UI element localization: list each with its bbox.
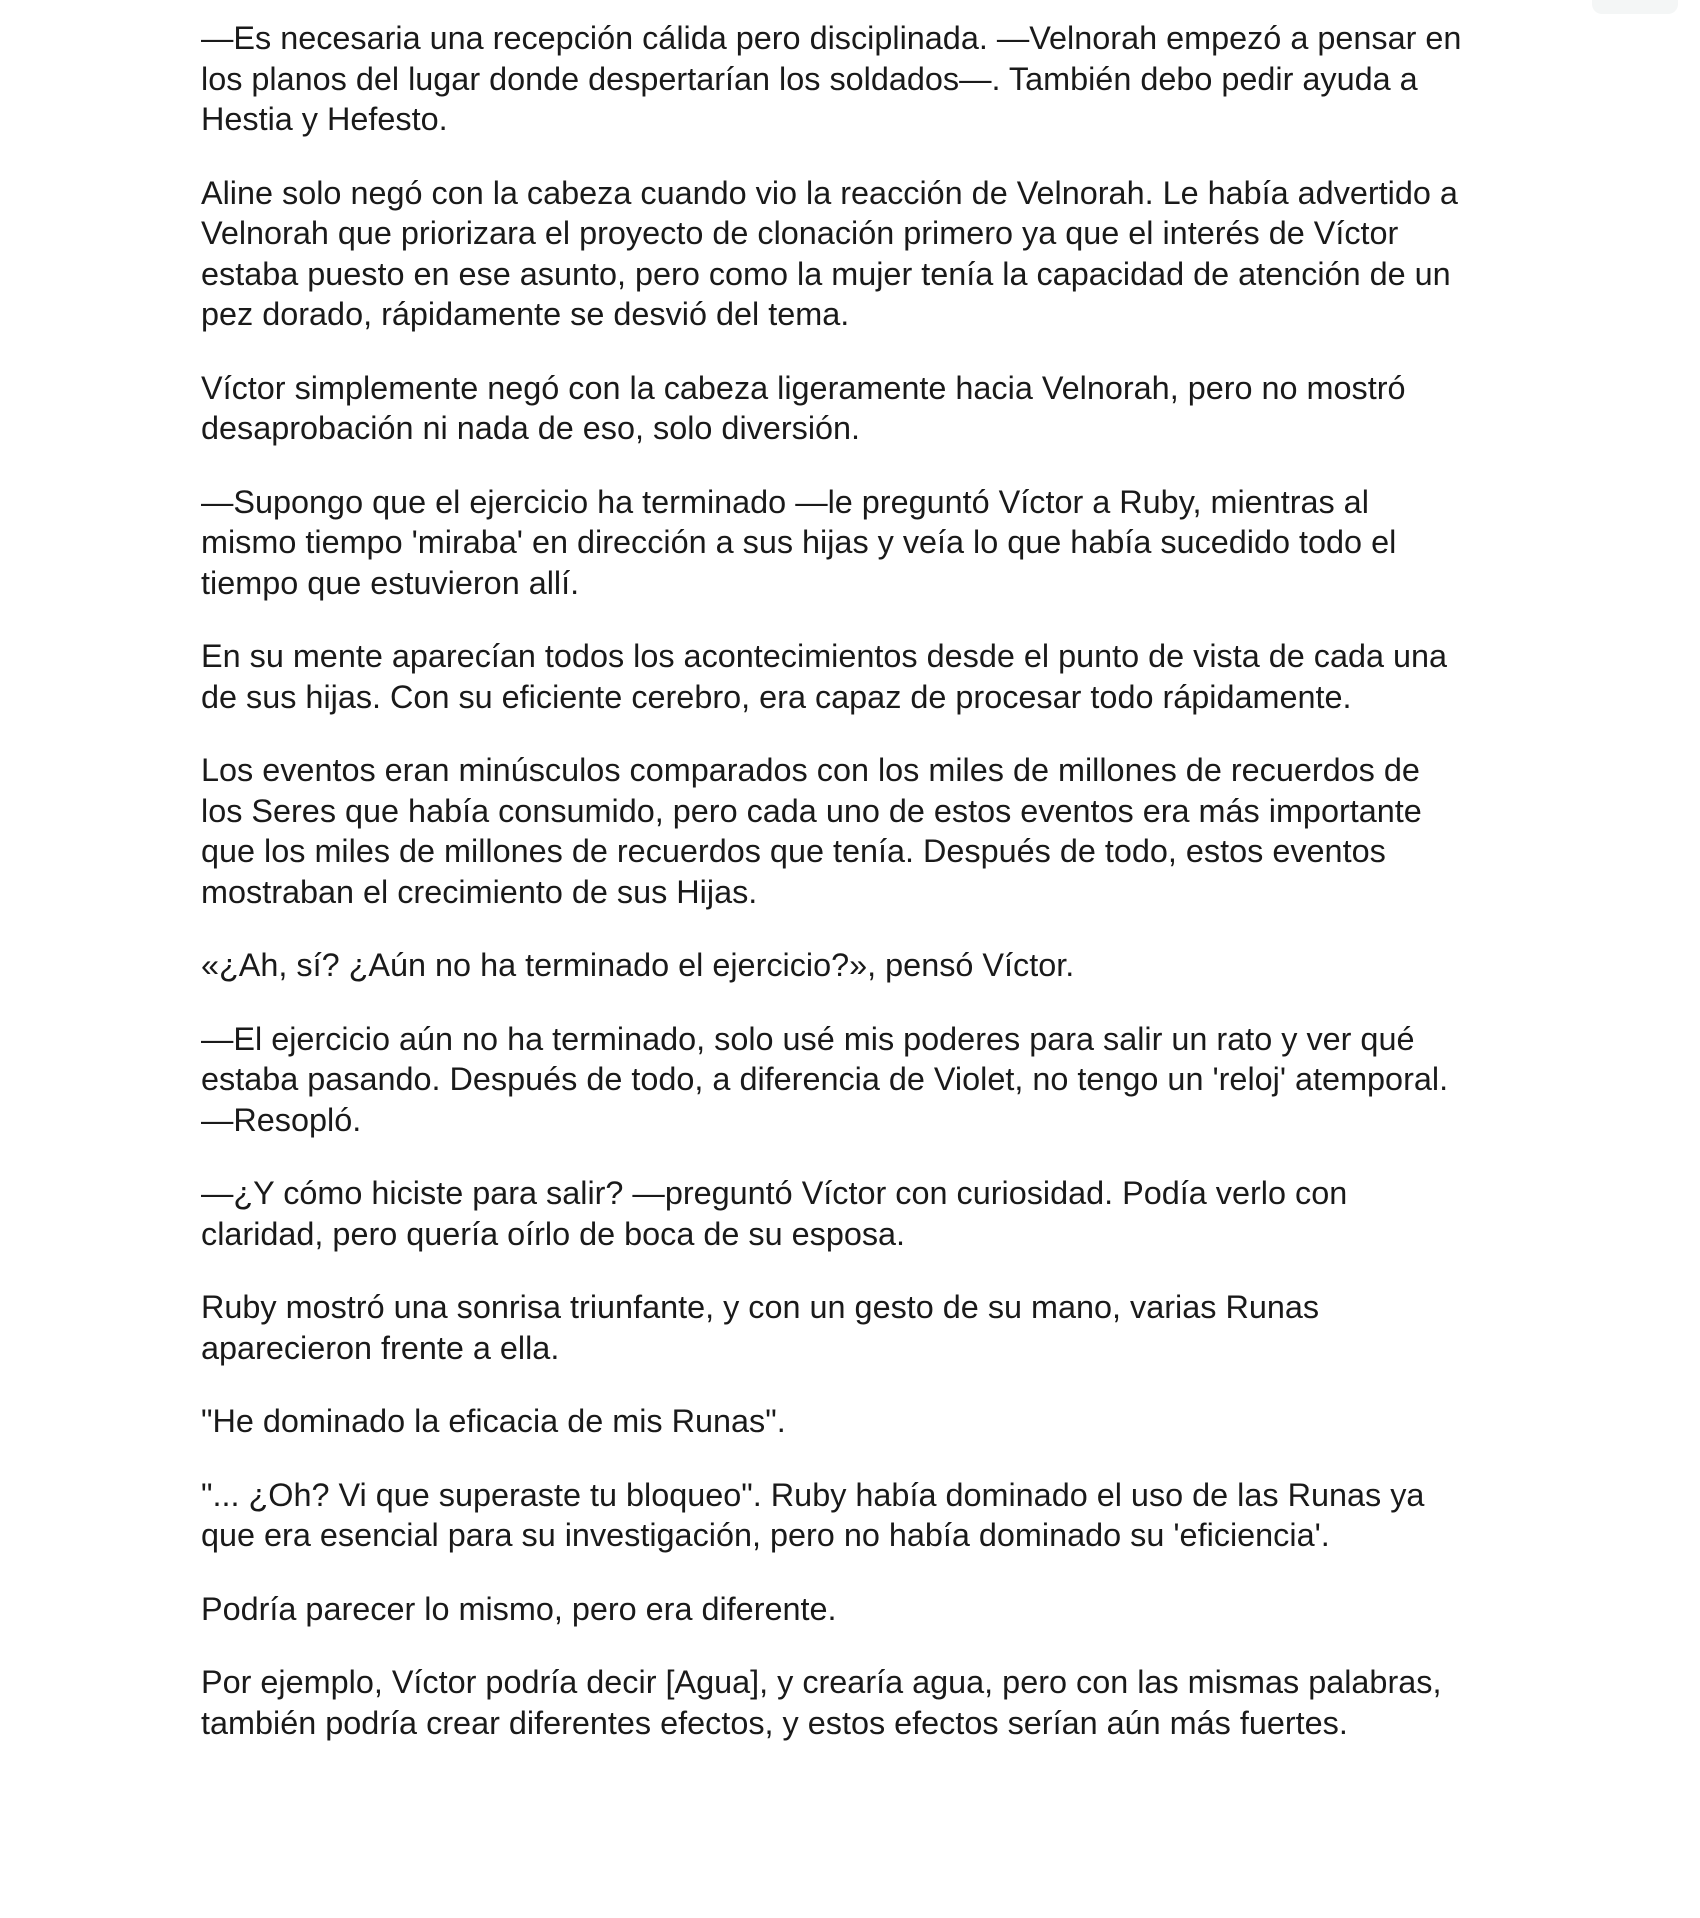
paragraph-12: "... ¿Oh? Vi que superaste tu bloqueo". Ruby había dominado el uso de las Runas ya que era esencial para su investigación, pero no había dominado su 'eficiencia'. xyxy=(201,1476,1425,1553)
paragraph-6: Los eventos eran minúsculos comparados con los miles de millones de recuerdos de los Seres que había consumido, pero cada uno de estos eventos era más importante que los miles de millones de recuerdos que tenía. Después de todo, estos eventos mostraban el crecimiento de sus Hijas. xyxy=(201,752,1422,910)
text-column xyxy=(201,18,1531,1776)
paragraph-1: —Es necesaria una recepción cálida pero disciplinada. —Velnorah empezó a pensar en los planos del lugar donde despertarían los soldados—. También debo pedir ayuda a Hestia y Hefesto. xyxy=(201,20,1462,137)
paragraph-3: Víctor simplemente negó con la cabeza ligeramente hacia Velnorah, pero no mostró desaprobación ni nada de eso, solo diversión. xyxy=(201,369,1406,446)
paragraph-9: —¿Y cómo hiciste para salir? —preguntó Víctor con curiosidad. Podía verlo con claridad, pero quería oírlo de boca de su esposa. xyxy=(201,1175,1348,1252)
paragraph-13: Podría parecer lo mismo, pero era diferente. xyxy=(201,1590,837,1627)
paragraph-7: «¿Ah, sí? ¿Aún no ha terminado el ejercicio?», pensó Víctor. xyxy=(201,947,1075,983)
paragraph-14: Por ejemplo, Víctor podría decir [Agua], y crearía agua, pero con las mismas palabras, también podría crear diferentes efectos, y estos efectos serían aún más fuertes. xyxy=(201,1664,1442,1741)
paragraph-10: Ruby mostró una sonrisa triunfante, y con un gesto de su mano, varias Runas aparecieron frente a ella. xyxy=(201,1289,1320,1366)
paragraph-11: "He dominado la eficacia de mis Runas". xyxy=(201,1403,786,1439)
paragraph-2: Aline solo negó con la cabeza cuando vio la reacción de Velnorah. Le había advertido a Velnorah que priorizara el proyecto de clonación primero ya que el interés de Víctor estaba puesto en ese asunto, pero como la mujer tenía la capacidad de atención de un pez dorado, rápidamente se desvió del tema. xyxy=(201,174,1458,332)
paragraph-5: En su mente aparecían todos los acontecimientos desde el punto de vista de cada una de sus hijas. Con su eficiente cerebro, era capaz de procesar todo rápidamente. xyxy=(201,638,1448,715)
paragraph-4: —Supongo que el ejercicio ha terminado —le preguntó Víctor a Ruby, mientras al mismo tiempo 'miraba' en dirección a sus hijas y veía lo que había sucedido todo el tiempo que estuvieron allí. xyxy=(201,483,1397,601)
page-corner-mark xyxy=(1592,0,1678,14)
paragraph-8: —El ejercicio aún no ha terminado, solo usé mis poderes para salir un rato y ver qué estaba pasando. Después de todo, a diferencia de Violet, no tengo un 'reloj' atemporal. —Resopló. xyxy=(201,1020,1449,1138)
